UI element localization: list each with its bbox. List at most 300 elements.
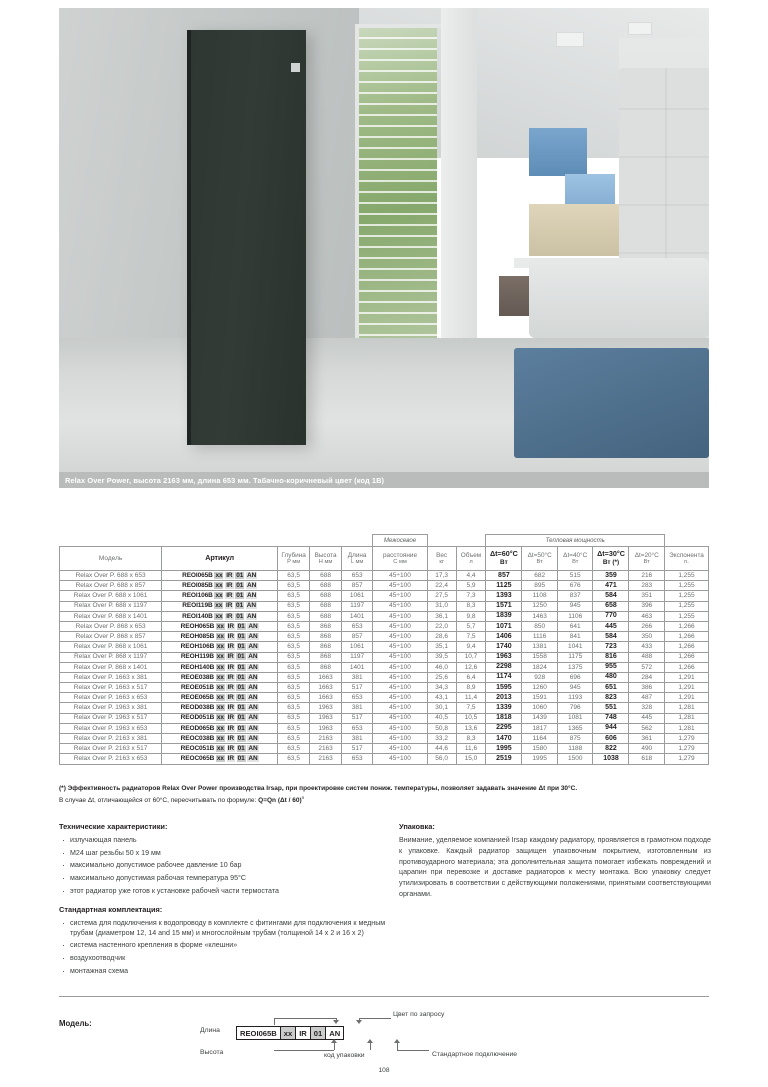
cell-weight: 27,5 [427, 591, 456, 601]
cell-axis-distance: 45÷100 [373, 601, 427, 611]
cell-depth: 63,5 [278, 611, 310, 621]
cell-exponent: 1,255 [665, 581, 709, 591]
col-header-dt30: Δt=30°C Вт (*) [593, 547, 629, 571]
cell-dt40: 796 [557, 703, 593, 713]
cell-weight: 44,6 [427, 744, 456, 754]
cell-model: Relax Over P. 1963 x 517 [60, 713, 162, 723]
standard-list-item: · воздухоотводчик [59, 953, 389, 963]
cell-article: REOE065B xx IR 01 AN [162, 693, 278, 703]
standard-list-item: · система настенного крепления в форме «клешни» [59, 940, 389, 950]
cell-dt30: 359 [593, 571, 629, 581]
cell-volume: 9,8 [456, 611, 486, 621]
cell-exponent: 1,266 [665, 642, 709, 652]
cell-length: 653 [341, 754, 372, 764]
footnote-formula-exponent: n [301, 795, 305, 801]
cell-dt60: 2298 [486, 662, 522, 672]
cell-dt20: 396 [629, 601, 665, 611]
col-header-height: Высота H мм [310, 547, 342, 571]
header-thermal-power-group: Тепловая мощность [486, 535, 665, 547]
col-header-length: Длина L мм [341, 547, 372, 571]
cell-exponent: 1,255 [665, 591, 709, 601]
cell-dt30: 944 [593, 723, 629, 733]
label-height: Высота [200, 1049, 224, 1056]
cell-depth: 63,5 [278, 703, 310, 713]
code-part-package: IR [296, 1027, 311, 1039]
cell-dt30: 770 [593, 611, 629, 621]
cell-dt40: 1188 [557, 744, 593, 754]
arrow-color-icon [356, 1020, 362, 1024]
cell-article: REOI106B xx IR 01 AN [162, 591, 278, 601]
cell-dt60: 2013 [486, 693, 522, 703]
footnote-line-1: (*) Эффективность радиаторов Relax Over Power производства Irsap, при проектировке систем пониж. температуры, позволяет задавать значение Δt при 30°C. [59, 785, 578, 792]
standard-title: Стандартная комплектация: [59, 904, 163, 914]
cell-dt50: 1824 [522, 662, 558, 672]
cell-article: REOH085B xx IR 01 AN [162, 632, 278, 642]
table-row [60, 754, 709, 764]
cell-dt30: 584 [593, 632, 629, 642]
cell-model: Relax Over P. 2163 x 517 [60, 744, 162, 754]
cell-dt60: 2519 [486, 754, 522, 764]
cell-dt20: 433 [629, 642, 665, 652]
cell-dt50: 1116 [522, 632, 558, 642]
cell-volume: 7,5 [456, 632, 486, 642]
cell-height: 688 [310, 571, 342, 581]
cell-exponent: 1,281 [665, 723, 709, 733]
cell-depth: 63,5 [278, 754, 310, 764]
cell-article: REOI085B xx IR 01 AN [162, 581, 278, 591]
cell-dt60: 1393 [486, 591, 522, 601]
cell-length: 1401 [341, 611, 372, 621]
cell-article: REOI119B xx IR 01 AN [162, 601, 278, 611]
cell-depth: 63,5 [278, 601, 310, 611]
cell-height: 1963 [310, 713, 342, 723]
cell-depth: 63,5 [278, 713, 310, 723]
cell-height: 688 [310, 581, 342, 591]
cell-article: REOH140B xx IR 01 AN [162, 662, 278, 672]
cell-volume: 7,3 [456, 591, 486, 601]
cell-volume: 13,6 [456, 723, 486, 733]
cell-dt60: 1740 [486, 642, 522, 652]
cell-depth: 63,5 [278, 723, 310, 733]
cell-exponent: 1,281 [665, 713, 709, 723]
cell-dt40: 1365 [557, 723, 593, 733]
radiator-clip [291, 63, 300, 72]
cell-dt30: 584 [593, 591, 629, 601]
cell-axis-distance: 45÷100 [373, 672, 427, 682]
cell-dt60: 1818 [486, 713, 522, 723]
cell-dt30: 551 [593, 703, 629, 713]
cell-model: Relax Over P. 868 x 653 [60, 621, 162, 631]
cell-weight: 39,5 [427, 652, 456, 662]
cell-exponent: 1,266 [665, 621, 709, 631]
cell-length: 517 [341, 683, 372, 693]
header-spacer-exponent [665, 535, 709, 547]
wall-shelf-beige [529, 204, 619, 256]
cell-model: Relax Over P. 688 x 1401 [60, 611, 162, 621]
cell-axis-distance: 45÷100 [373, 693, 427, 703]
cell-depth: 63,5 [278, 621, 310, 631]
cell-dt40: 641 [557, 621, 593, 631]
cell-dt40: 875 [557, 734, 593, 744]
tech-title: Технические характеристики: [59, 822, 168, 831]
model-code-diagram [59, 1008, 709, 1068]
cell-dt30: 445 [593, 621, 629, 631]
leader-color-h [359, 1018, 391, 1019]
col-header-article: Артикул [162, 547, 278, 571]
cell-axis-distance: 45÷100 [373, 581, 427, 591]
cell-article: REOD051B xx IR 01 AN [162, 713, 278, 723]
table-row [60, 672, 709, 682]
cell-axis-distance: 45÷100 [373, 591, 427, 601]
cell-height: 1663 [310, 693, 342, 703]
cell-dt50: 1580 [522, 744, 558, 754]
cell-volume: 10,5 [456, 713, 486, 723]
cell-depth: 63,5 [278, 744, 310, 754]
leader-length-v [274, 1018, 275, 1025]
cell-dt50: 1591 [522, 693, 558, 703]
cell-axis-distance: 45÷100 [373, 744, 427, 754]
cell-dt60: 1470 [486, 734, 522, 744]
leader-height-h [274, 1050, 334, 1051]
table-row [60, 621, 709, 631]
cell-axis-distance: 45÷100 [373, 683, 427, 693]
cell-axis-distance: 45÷100 [373, 754, 427, 764]
header-spacer-weight [427, 535, 456, 547]
table-row [60, 571, 709, 581]
specifications-table [59, 534, 709, 765]
cell-depth: 63,5 [278, 571, 310, 581]
cell-dt30: 480 [593, 672, 629, 682]
cell-weight: 43,1 [427, 693, 456, 703]
table-row [60, 601, 709, 611]
cell-dt60: 1839 [486, 611, 522, 621]
cell-dt50: 1558 [522, 652, 558, 662]
cell-dt30: 1038 [593, 754, 629, 764]
table-row [60, 632, 709, 642]
col-header-exponent: Экспонента n. [665, 547, 709, 571]
cell-exponent: 1,255 [665, 611, 709, 621]
cell-dt50: 1260 [522, 683, 558, 693]
tech-list-item: · этот радиатор уже готов к установке рабочей части термостата [59, 886, 389, 896]
cell-axis-distance: 45÷100 [373, 621, 427, 631]
packaging-body: Внимание, уделяемое компанией Irsap каждому радиатору, проявляется в грамотном подходе к упаковке. Каждый радиатор защищен упаковочным покрытием, изготовленным из противоударного материала; эта дополнительная защита помогает избежать повреждений и царапин при перевозке и доставке радиаторов к месту монтажа. Всю упаковку следует утилизировать в соответствии с действующими положениями, принятыми соответствующими органами. [399, 836, 711, 898]
blue-rug [514, 348, 709, 458]
col-header-weight: Вес кг [427, 547, 456, 571]
cell-height: 868 [310, 621, 342, 631]
cell-depth: 63,5 [278, 693, 310, 703]
label-length: Длина [200, 1027, 220, 1034]
cell-model: Relax Over P. 688 x 653 [60, 571, 162, 581]
cell-model: Relax Over P. 868 x 1197 [60, 652, 162, 662]
cell-depth: 63,5 [278, 591, 310, 601]
cell-height: 1663 [310, 683, 342, 693]
cell-dt20: 266 [629, 621, 665, 631]
cell-height: 1963 [310, 703, 342, 713]
packaging-title: Упаковка: [399, 822, 435, 831]
cell-article: REOI065B xx IR 01 AN [162, 571, 278, 581]
cell-weight: 25,6 [427, 672, 456, 682]
cell-height: 688 [310, 591, 342, 601]
cell-dt60: 1406 [486, 632, 522, 642]
cell-height: 688 [310, 601, 342, 611]
page-number: 108 [378, 1067, 390, 1074]
cell-height: 868 [310, 642, 342, 652]
code-part-color: xx [281, 1027, 296, 1039]
cell-dt40: 1375 [557, 662, 593, 672]
cell-dt50: 1108 [522, 591, 558, 601]
col-header-dt60: Δt=60°C Вт [486, 547, 522, 571]
cell-model: Relax Over P. 1663 x 517 [60, 683, 162, 693]
cell-length: 1401 [341, 662, 372, 672]
cell-length: 517 [341, 744, 372, 754]
cell-depth: 63,5 [278, 652, 310, 662]
cell-height: 2163 [310, 754, 342, 764]
cell-dt40: 1193 [557, 693, 593, 703]
cell-length: 1197 [341, 601, 372, 611]
cell-dt60: 1125 [486, 581, 522, 591]
cell-dt50: 1164 [522, 734, 558, 744]
cell-axis-distance: 45÷100 [373, 723, 427, 733]
product-photo [59, 8, 709, 478]
cell-length: 1061 [341, 642, 372, 652]
header-spacer-article [162, 535, 278, 547]
cell-height: 1663 [310, 672, 342, 682]
cell-model: Relax Over P. 1663 x 653 [60, 693, 162, 703]
sofa [529, 258, 709, 338]
cell-length: 653 [341, 723, 372, 733]
cell-exponent: 1,279 [665, 744, 709, 754]
cell-exponent: 1,255 [665, 601, 709, 611]
cell-length: 653 [341, 571, 372, 581]
cell-dt20: 350 [629, 632, 665, 642]
col-header-axis-distance: расстояние C мм [373, 547, 427, 571]
cell-dt40: 515 [557, 571, 593, 581]
table-row [60, 683, 709, 693]
standard-list-item: · монтажная схема [59, 966, 389, 976]
leader-length-h [274, 1018, 336, 1019]
standard-list [59, 918, 389, 976]
cell-axis-distance: 45÷100 [373, 652, 427, 662]
radiator-panel [187, 30, 306, 445]
cell-length: 517 [341, 713, 372, 723]
cell-weight: 34,3 [427, 683, 456, 693]
cell-axis-distance: 45÷100 [373, 713, 427, 723]
table-row [60, 744, 709, 754]
ceiling-light-2-icon [628, 22, 652, 35]
ceiling-light-icon [556, 32, 584, 47]
tech-list [59, 835, 389, 896]
cell-depth: 63,5 [278, 662, 310, 672]
cell-weight: 40,5 [427, 713, 456, 723]
cell-length: 1061 [341, 591, 372, 601]
cell-dt50: 1463 [522, 611, 558, 621]
left-text-column [59, 822, 389, 985]
cell-article: REOD065B xx IR 01 AN [162, 723, 278, 733]
cell-dt40: 1175 [557, 652, 593, 662]
cell-dt60: 1339 [486, 703, 522, 713]
header-spacer-left [60, 535, 162, 547]
cell-depth: 63,5 [278, 672, 310, 682]
cell-dt40: 1081 [557, 713, 593, 723]
tech-list-item: · максимально допустимая рабочая температура 95°C [59, 873, 389, 883]
table-row [60, 591, 709, 601]
cell-exponent: 1,291 [665, 693, 709, 703]
header-axis-line1: Межосевое [373, 535, 427, 547]
col-header-dt40: Δt=40°C Вт [557, 547, 593, 571]
cell-weight: 22,0 [427, 621, 456, 631]
tech-list-item: · излучающая панель [59, 835, 389, 845]
wall-column [441, 8, 477, 368]
cell-axis-distance: 45÷100 [373, 611, 427, 621]
cell-weight: 36,1 [427, 611, 456, 621]
cell-model: Relax Over P. 688 x 1197 [60, 601, 162, 611]
tech-list-item: · М24 шаг резьбы 50 x 19 мм [59, 848, 389, 858]
cell-dt60: 857 [486, 571, 522, 581]
cell-exponent: 1,281 [665, 703, 709, 713]
cell-dt50: 1439 [522, 713, 558, 723]
cell-article: REOC065B xx IR 01 AN [162, 754, 278, 764]
cell-model: Relax Over P. 2163 x 381 [60, 734, 162, 744]
footnote-line-2: В случае Δt, отличающейся от 60°C, пересчитывать по формуле: Q=Qn (Δt / 60)$^n$ [59, 795, 305, 805]
cell-height: 2163 [310, 734, 342, 744]
cell-exponent: 1,266 [665, 662, 709, 672]
cell-axis-distance: 45÷100 [373, 734, 427, 744]
cell-dt40: 676 [557, 581, 593, 591]
cell-dt30: 822 [593, 744, 629, 754]
cell-length: 381 [341, 672, 372, 682]
cell-exponent: 1,279 [665, 754, 709, 764]
cell-depth: 63,5 [278, 642, 310, 652]
cell-dt60: 2295 [486, 723, 522, 733]
footnote [59, 784, 714, 806]
table-body [60, 571, 709, 765]
cell-article: REOI140B xx IR 01 AN [162, 611, 278, 621]
arrow-package-icon [367, 1039, 373, 1043]
cell-dt40: 837 [557, 591, 593, 601]
cell-exponent: 1,255 [665, 571, 709, 581]
cell-dt60: 1071 [486, 621, 522, 631]
leader-height-v [334, 1043, 335, 1050]
window-frame [355, 24, 449, 370]
cell-height: 688 [310, 611, 342, 621]
cell-dt30: 651 [593, 683, 629, 693]
cell-dt40: 945 [557, 683, 593, 693]
cell-dt20: 572 [629, 662, 665, 672]
table-row [60, 642, 709, 652]
cell-volume: 6,4 [456, 672, 486, 682]
cell-dt30: 471 [593, 581, 629, 591]
cell-model: Relax Over P. 688 x 1061 [60, 591, 162, 601]
cell-dt30: 606 [593, 734, 629, 744]
cell-volume: 12,6 [456, 662, 486, 672]
code-part-connection: 01 [311, 1027, 326, 1039]
cell-dt50: 928 [522, 672, 558, 682]
cell-depth: 63,5 [278, 581, 310, 591]
cell-exponent: 1,291 [665, 683, 709, 693]
wall-shelf-blue [529, 128, 587, 176]
cell-volume: 5,7 [456, 621, 486, 631]
cell-weight: 33,2 [427, 734, 456, 744]
label-color-on-request: Цвет по запросу [393, 1011, 445, 1018]
cell-height: 868 [310, 662, 342, 672]
table-row [60, 713, 709, 723]
cell-dt20: 463 [629, 611, 665, 621]
right-text-column [399, 822, 711, 900]
cell-dt30: 816 [593, 652, 629, 662]
table-row [60, 662, 709, 672]
divider [59, 996, 709, 997]
cell-weight: 35,1 [427, 642, 456, 652]
cell-dt40: 841 [557, 632, 593, 642]
cell-dt30: 658 [593, 601, 629, 611]
cell-length: 857 [341, 581, 372, 591]
header-spacer-dims [278, 535, 373, 547]
cell-dt50: 895 [522, 581, 558, 591]
footnote-formula: Q=Qn (Δt / 60) [258, 797, 302, 805]
col-header-model: Модель [60, 547, 162, 571]
cell-volume: 9,4 [456, 642, 486, 652]
label-package-code: код упаковки [324, 1052, 365, 1059]
leader-package-v [370, 1043, 371, 1050]
cell-height: 1963 [310, 723, 342, 733]
cell-dt50: 682 [522, 571, 558, 581]
cell-model: Relax Over P. 1663 x 381 [60, 672, 162, 682]
cell-dt20: 216 [629, 571, 665, 581]
cell-dt20: 328 [629, 703, 665, 713]
cell-article: REOH119B xx IR 01 AN [162, 652, 278, 662]
cell-weight: 56,0 [427, 754, 456, 764]
cell-length: 653 [341, 693, 372, 703]
cell-axis-distance: 45÷100 [373, 571, 427, 581]
cell-volume: 8,3 [456, 734, 486, 744]
cell-article: REOD038B xx IR 01 AN [162, 703, 278, 713]
cell-weight: 46,0 [427, 662, 456, 672]
cell-axis-distance: 45÷100 [373, 662, 427, 672]
cell-dt50: 1250 [522, 601, 558, 611]
cell-volume: 11,4 [456, 693, 486, 703]
cell-dt40: 1500 [557, 754, 593, 764]
cell-length: 653 [341, 621, 372, 631]
cell-dt60: 1595 [486, 683, 522, 693]
col-header-volume: Объем л [456, 547, 486, 571]
cell-article: REOE038B xx IR 01 AN [162, 672, 278, 682]
cell-axis-distance: 45÷100 [373, 642, 427, 652]
tech-list-item: · максимально допустимое рабочее давление 10 бар [59, 860, 389, 870]
table-row [60, 611, 709, 621]
cell-model: Relax Over P. 1963 x 381 [60, 703, 162, 713]
table-row [60, 734, 709, 744]
cell-model: Relax Over P. 1963 x 653 [60, 723, 162, 733]
cell-dt20: 386 [629, 683, 665, 693]
leader-connection-h [397, 1050, 429, 1051]
cell-dt30: 823 [593, 693, 629, 703]
cell-volume: 4,4 [456, 571, 486, 581]
cell-dt40: 1041 [557, 642, 593, 652]
cell-weight: 17,3 [427, 571, 456, 581]
cell-dt60: 1995 [486, 744, 522, 754]
cell-article: REOH106B xx IR 01 AN [162, 642, 278, 652]
cell-dt60: 1174 [486, 672, 522, 682]
cell-axis-distance: 45÷100 [373, 703, 427, 713]
table-row [60, 693, 709, 703]
standard-list-item: · система для подключения к водопроводу в комплекте с фитингами для подключения к медным трубам (диаметром 12, 14 and 15 мм) и многослойным трубам (толщиной 14 x 2 и 16 x 2) [59, 918, 389, 938]
cell-length: 1197 [341, 652, 372, 662]
arrow-height-icon [331, 1039, 337, 1043]
cell-volume: 8,3 [456, 601, 486, 611]
cell-dt50: 1381 [522, 642, 558, 652]
cell-dt30: 955 [593, 662, 629, 672]
cell-dt30: 723 [593, 642, 629, 652]
